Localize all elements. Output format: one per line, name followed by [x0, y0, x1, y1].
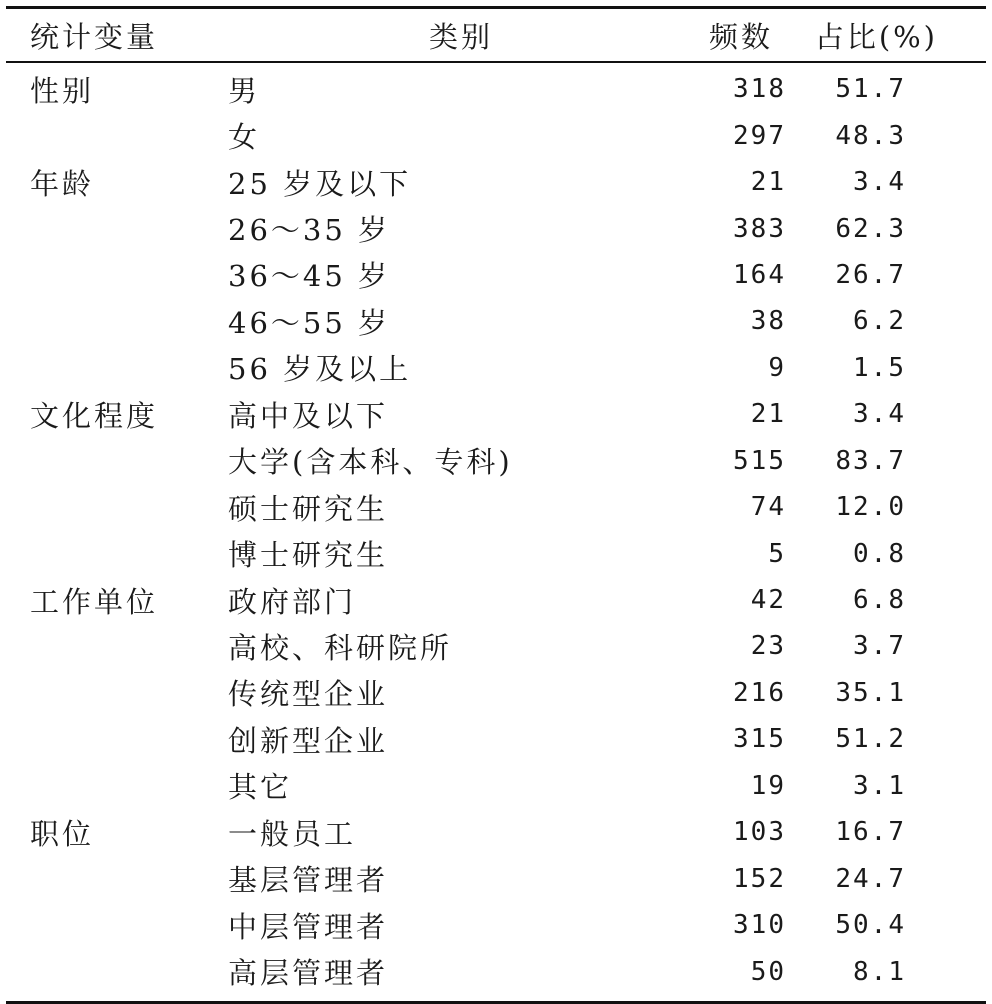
- frequency-cell: 74: [750, 492, 786, 523]
- frequency-cell: 42: [750, 585, 786, 616]
- frequency-cell: 19: [750, 770, 786, 801]
- category-cell: 女: [228, 120, 261, 155]
- percent-cell: 3.1: [853, 770, 906, 801]
- category-cell: 高中及以下: [228, 398, 389, 433]
- category-cell: 其它: [228, 770, 293, 805]
- table-row: [6, 112, 986, 158]
- table-row: [6, 948, 986, 994]
- header-percent: 占比(%): [814, 19, 938, 54]
- table-row: [6, 391, 986, 437]
- frequency-cell: 383: [733, 213, 786, 244]
- percent-cell: 3.7: [853, 631, 906, 662]
- category-cell: 政府部门: [228, 584, 357, 619]
- percent-cell: 83.7: [835, 445, 906, 476]
- category-cell: 博士研究生: [228, 538, 389, 573]
- category-cell: 高校、科研院所: [228, 630, 453, 665]
- percent-cell: 3.4: [853, 399, 906, 430]
- table-row: [6, 530, 986, 576]
- frequency-cell: 318: [733, 74, 786, 105]
- frequency-cell: 315: [733, 724, 786, 755]
- header-variable: 统计变量: [30, 19, 159, 54]
- variable-cell: 职位: [30, 816, 95, 851]
- table-row: [6, 438, 986, 484]
- frequency-cell: 515: [733, 445, 786, 476]
- header-frequency: 频数: [708, 19, 773, 54]
- table-row: [6, 159, 986, 205]
- category-cell: 传统型企业: [228, 677, 389, 712]
- category-cell: 26～35 岁: [228, 213, 391, 248]
- bottom-rule: [6, 1001, 986, 1004]
- category-cell: 基层管理者: [228, 863, 389, 898]
- variable-cell: 文化程度: [30, 398, 159, 433]
- table-row: [6, 66, 986, 112]
- frequency-cell: 310: [733, 910, 786, 941]
- table-row: [6, 298, 986, 344]
- table-row: [6, 252, 986, 298]
- frequency-cell: 297: [733, 120, 786, 151]
- category-cell: 大学(含本科、专科): [228, 445, 513, 480]
- table-body: [6, 63, 986, 995]
- table-row: [6, 577, 986, 623]
- frequency-cell: 21: [750, 167, 786, 198]
- category-cell: 25 岁及以下: [228, 166, 412, 201]
- percent-cell: 1.5: [853, 352, 906, 383]
- frequency-cell: 152: [733, 863, 786, 894]
- percent-cell: 26.7: [835, 259, 906, 290]
- frequency-cell: 50: [750, 956, 786, 987]
- table-row: [6, 809, 986, 855]
- category-cell: 46～55 岁: [228, 305, 391, 340]
- variable-cell: 性别: [30, 73, 95, 108]
- percent-cell: 6.2: [853, 306, 906, 337]
- percent-cell: 50.4: [835, 910, 906, 941]
- percent-cell: 0.8: [853, 538, 906, 569]
- percent-cell: 8.1: [853, 956, 906, 987]
- category-cell: 创新型企业: [228, 723, 389, 758]
- table-row: [6, 855, 986, 901]
- category-cell: 高层管理者: [228, 956, 389, 991]
- frequency-cell: 164: [733, 259, 786, 290]
- percent-cell: 48.3: [835, 120, 906, 151]
- variable-cell: 年龄: [30, 166, 95, 201]
- frequency-cell: 5: [768, 538, 786, 569]
- category-cell: 硕士研究生: [228, 491, 389, 526]
- table-header: [6, 9, 986, 61]
- frequency-cell: 216: [733, 677, 786, 708]
- statistics-table: [6, 6, 986, 1004]
- percent-cell: 3.4: [853, 167, 906, 198]
- table-row: [6, 484, 986, 530]
- table-row: [6, 205, 986, 251]
- category-cell: 男: [228, 73, 261, 108]
- category-cell: 中层管理者: [228, 909, 389, 944]
- frequency-cell: 21: [750, 399, 786, 430]
- frequency-cell: 9: [768, 352, 786, 383]
- variable-cell: 工作单位: [30, 584, 159, 619]
- percent-cell: 62.3: [835, 213, 906, 244]
- percent-cell: 51.2: [835, 724, 906, 755]
- percent-cell: 24.7: [835, 863, 906, 894]
- category-cell: 36～45 岁: [228, 259, 391, 294]
- category-cell: 一般员工: [228, 816, 357, 851]
- header-category: 类别: [428, 19, 493, 54]
- frequency-cell: 103: [733, 817, 786, 848]
- table-row: [6, 670, 986, 716]
- percent-cell: 12.0: [835, 492, 906, 523]
- percent-cell: 35.1: [835, 677, 906, 708]
- frequency-cell: 38: [750, 306, 786, 337]
- table-row: [6, 902, 986, 948]
- frequency-cell: 23: [750, 631, 786, 662]
- percent-cell: 51.7: [835, 74, 906, 105]
- table-row: [6, 716, 986, 762]
- percent-cell: 16.7: [835, 817, 906, 848]
- table-row: [6, 623, 986, 669]
- category-cell: 56 岁及以上: [228, 352, 412, 387]
- table-row: [6, 345, 986, 391]
- percent-cell: 6.8: [853, 585, 906, 616]
- table-row: [6, 763, 986, 809]
